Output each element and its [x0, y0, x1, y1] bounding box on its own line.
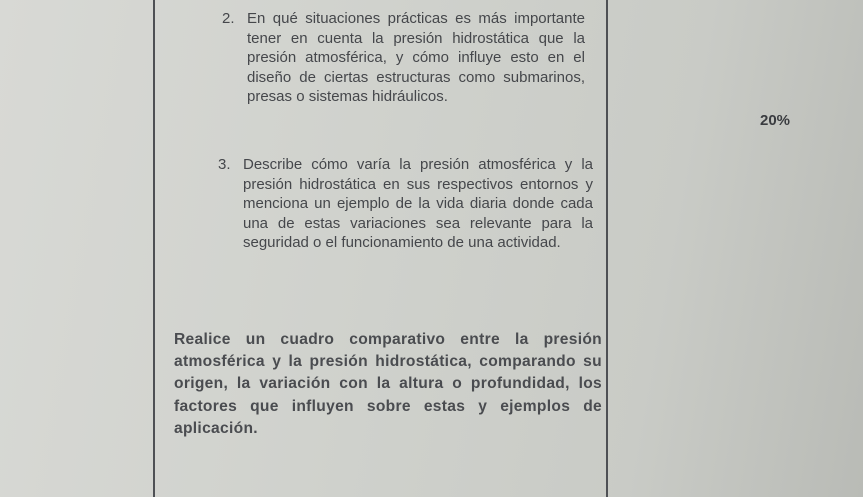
question-2-number: 2. — [222, 10, 235, 27]
question-2 — [222, 9, 585, 107]
table-left-border — [153, 0, 155, 497]
question-3 — [218, 155, 593, 253]
question-3-number: 3. — [218, 156, 231, 173]
question-2-text: En qué situaciones prácticas es más importante tener en cuenta la presión hidrostática que la presión atmosférica, y cómo influye esto en el diseño de ciertas estructuras como submarinos, presas o sistemas hidráulicos. — [247, 10, 585, 106]
task-instruction: Realice un cuadro comparativo entre la presión atmosférica y la presión hidrostática, comparando su origen, la variación con la altura o profundidad, los factores que influyen sobre estas y ejemplos de aplicación. — [174, 331, 602, 437]
question-weight: 20% — [760, 112, 791, 129]
table-column-divider — [606, 0, 608, 497]
question-3-text: Describe cómo varía la presión atmosférica y la presión hidrostática en sus respectivos entornos y menciona un ejemplo de la vida diaria donde cada una de estas variaciones sea relevante para la seguridad o el funcionamiento de una actividad. — [243, 156, 593, 252]
